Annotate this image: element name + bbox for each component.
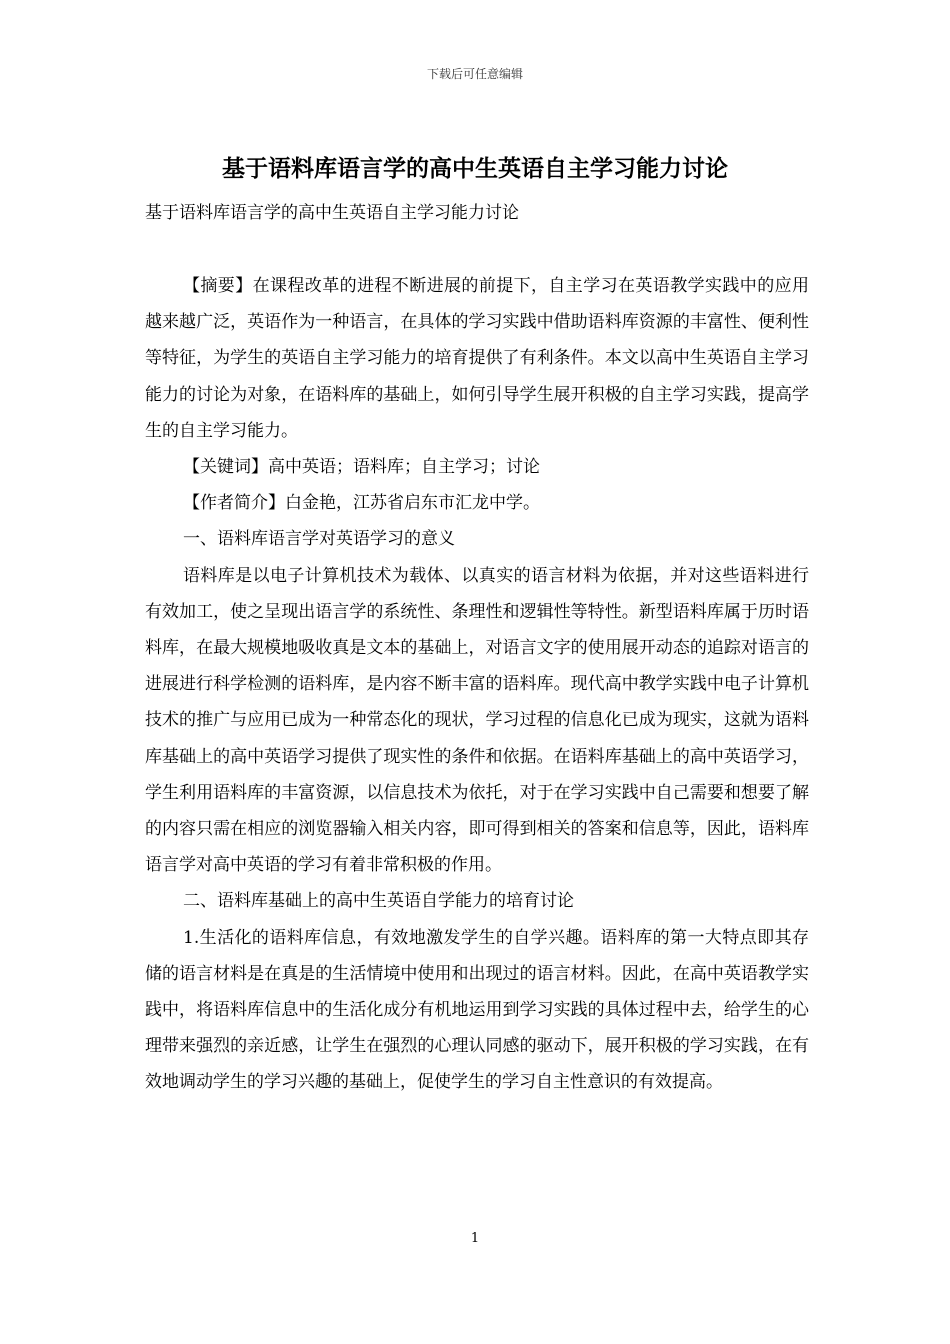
body-paragraph-1: 语料库是以电子计算机技术为载体、以真实的语言材料为依据，并对这些语料进行有效加工，使之呈现出语言学的系统性、条理性和逻辑性等特性。新型语料库属于历时语料库，在最大规模地吸收真是文本的基础上，对语言文字的使用展开动态的追踪对语言的进展进行科学检测的语料库，是内容不断丰富的语料库。现代高中教学实践中电子计算机技术的推广与应用已成为一种常态化的现状，学习过程的信息化已成为现实，这就为语料库基础上的高中英语学习提供了现实性的条件和依据。在语料库基础上的高中英语学习，学生利用语料库的丰富资源，以信息技术为依托，对于在学习实践中自己需要和想要了解的内容只需在相应的浏览器输入相关内容，即可得到相关的答案和信息等，因此，语料库语言学对高中英语的学习有着非常积极的作用。 [145, 565, 809, 876]
body-paragraph-2: 1.生活化的语料库信息，有效地激发学生的自学兴趣。语料库的第一大特点即其存储的语言材料是在真是的生活情境中使用和出现过的语言材料。因此，在高中英语教学实践中，将语料库信息中的生活化成分有机地运用到学习实践的具体过程中去，给学生的心理带来强烈的亲近感，让学生在强烈的心理认同感的驱动下，展开积极的学习实践，在有效地调动学生的学习兴趣的基础上，促使学生的学习自主性意识的有效提高。 [145, 927, 809, 1093]
page-header-note: 下载后可任意编辑 [426, 67, 523, 81]
section-heading-2: 二、语料库基础上的高中生英语自学能力的培育讨论 [183, 891, 574, 912]
page-number: 1 [470, 1231, 480, 1246]
abstract-paragraph: 【摘要】在课程改革的进程不断进展的前提下，自主学习在英语教学实践中的应用越来越广泛，英语作为一种语言，在具体的学习实践中借助语料库资源的丰富性、便利性等特征，为学生的英语自主学习能力的培育提供了有利条件。本文以高中生英语自主学习能力的讨论为对象，在语料库的基础上，如何引导学生展开积极的自主学习实践，提高学生的自主学习能力。 [145, 276, 809, 441]
section-heading-1: 一、语料库语言学对英语学习的意义 [183, 529, 455, 550]
document-body [145, 268, 809, 1101]
keywords-paragraph: 【关键词】高中英语；语料库；自主学习；讨论 [183, 457, 540, 478]
document-subtitle: 基于语料库语言学的高中生英语自主学习能力讨论 [145, 203, 519, 223]
document-title: 基于语料库语言学的高中生英语自主学习能力讨论 [222, 155, 728, 182]
author-paragraph: 【作者简介】白金艳，江苏省启东市汇龙中学。 [183, 493, 540, 514]
